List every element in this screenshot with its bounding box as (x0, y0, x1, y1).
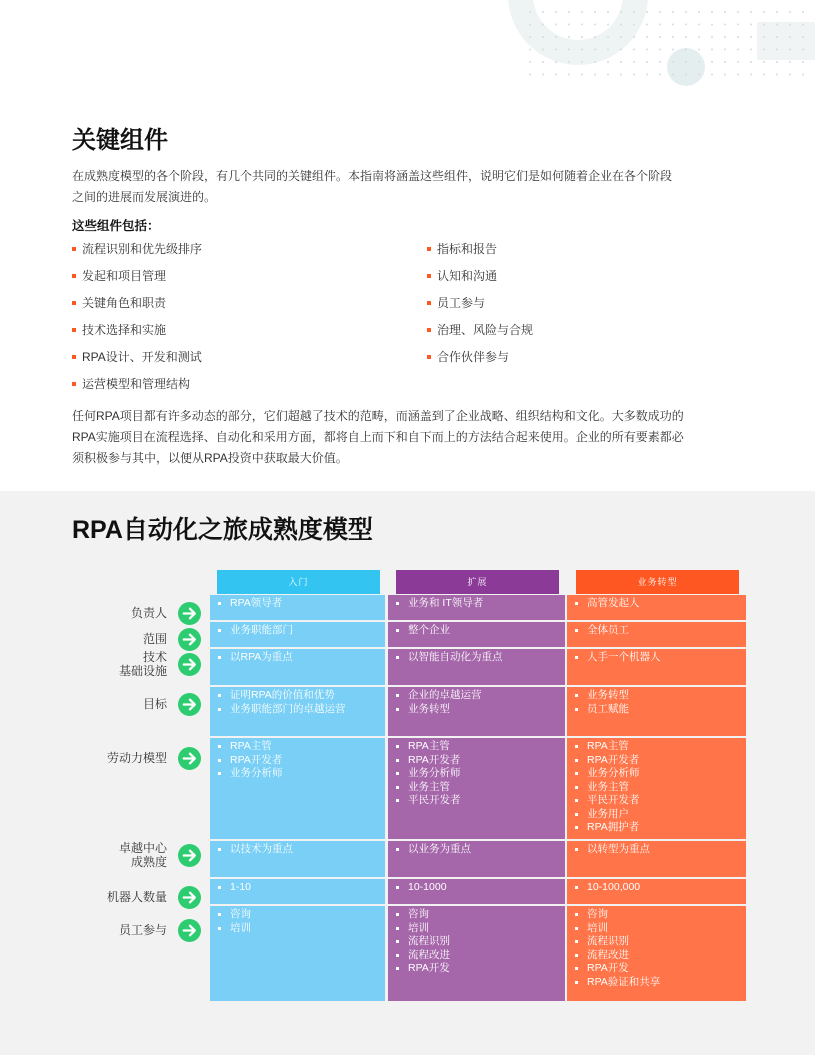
cell-item: 培训 (408, 922, 565, 936)
bullet-icon (427, 274, 431, 278)
component-item (427, 294, 533, 321)
model-cell (388, 622, 565, 647)
cell-item: 咨询 (230, 908, 385, 922)
model-cell (567, 738, 746, 839)
cell-list (230, 740, 385, 781)
cell-item: 业务转型 (408, 703, 565, 717)
model-cell (388, 738, 565, 839)
cell-item: 流程识别 (408, 935, 565, 949)
row-label (143, 632, 167, 646)
bullet-icon (427, 328, 431, 332)
cell-item: RPA开发 (408, 962, 565, 976)
component-item (427, 240, 533, 267)
row-label-line: 基础设施 (118, 664, 167, 678)
cell-item: 咨询 (587, 908, 746, 922)
component-label: 流程识别和优先级排序 (82, 242, 203, 256)
cell-list (408, 908, 565, 976)
cell-list (587, 597, 746, 611)
cell-item: 以技术为重点 (230, 843, 385, 857)
cell-item: 以业务为重点 (408, 843, 565, 857)
model-cell (388, 906, 565, 1001)
model-cell (210, 649, 385, 685)
cell-item: 流程识别 (587, 935, 746, 949)
cell-item: 业务职能部门 (230, 624, 385, 638)
component-item (72, 375, 202, 402)
cell-item: RPA主管 (408, 740, 565, 754)
cell-item: 咨询 (408, 908, 565, 922)
components-heading: 这些组件包括： (72, 219, 160, 233)
cell-item: RPA主管 (587, 740, 746, 754)
row-label-line: 成熟度 (130, 855, 167, 869)
row-label-line: 负责人 (130, 606, 167, 620)
key-components-section (0, 0, 815, 490)
bullet-icon (72, 274, 76, 278)
row-label-line: 劳动力模型 (106, 751, 167, 765)
components-list-right (427, 240, 533, 375)
cell-item: 流程改进 (587, 949, 746, 963)
row-label (107, 751, 167, 765)
cell-item: 培训 (587, 922, 746, 936)
model-cell (388, 687, 565, 736)
cell-item: 全体员工 (587, 624, 746, 638)
component-label: 关键角色和职责 (82, 296, 167, 310)
cell-list (230, 908, 385, 935)
model-title: RPA自动化之旅成熟度模型 (72, 516, 373, 544)
column-header-beginner: 入门 (217, 570, 380, 594)
cell-item: 业务分析师 (230, 767, 385, 781)
component-item (72, 267, 202, 294)
row-label (143, 697, 167, 711)
model-cell (567, 622, 746, 647)
cell-item: 10-100,000 (587, 881, 746, 895)
cell-item: 整个企业 (408, 624, 565, 638)
model-cell (567, 906, 746, 1001)
cell-list (587, 881, 746, 895)
model-cell (210, 622, 385, 647)
component-label: 合作伙伴参与 (437, 350, 510, 364)
cell-item: RPA开发者 (587, 754, 746, 768)
component-label: 技术选择和实施 (82, 323, 167, 337)
cell-item: 员工赋能 (587, 703, 746, 717)
cell-item: RPA开发 (587, 962, 746, 976)
component-label: 员工参与 (437, 296, 486, 310)
component-label: 发起和项目管理 (82, 269, 167, 283)
cell-list (230, 651, 385, 665)
cell-item: RPA领导者 (230, 597, 385, 611)
cell-list (408, 881, 565, 895)
cell-list (230, 843, 385, 857)
cell-item: 高管发起人 (587, 597, 746, 611)
cell-item: 以RPA为重点 (230, 651, 385, 665)
cell-item: 以智能自动化为重点 (408, 651, 565, 665)
row-label (107, 890, 167, 904)
arrow-right-icon (178, 602, 201, 625)
section-title: 关键组件 (72, 127, 168, 154)
cell-list (408, 597, 565, 611)
model-cell (210, 879, 385, 904)
arrow-right-icon (178, 653, 201, 676)
cell-item: RPA开发者 (408, 754, 565, 768)
cell-item: 业务主管 (587, 781, 746, 795)
row-label (119, 650, 167, 678)
arrow-right-icon (178, 628, 201, 651)
component-label: 认知和沟通 (437, 269, 498, 283)
cell-list (408, 689, 565, 716)
row-label-line: 卓越中心 (118, 841, 167, 855)
cell-item: RPA拥护者 (587, 821, 746, 835)
row-label-line: 目标 (142, 697, 167, 711)
bullet-icon (72, 382, 76, 386)
row-label-line: 机器人数量 (106, 890, 167, 904)
bullet-icon (427, 355, 431, 359)
row-label (119, 923, 167, 937)
arrow-right-icon (178, 919, 201, 942)
arrow-right-icon (178, 747, 201, 770)
cell-list (408, 624, 565, 638)
column-header-transformation: 业务转型 (576, 570, 739, 594)
component-item (72, 348, 202, 375)
model-cell (388, 649, 565, 685)
arrow-right-icon (178, 886, 201, 909)
cell-list (230, 624, 385, 638)
cell-item: 业务职能部门的卓越运营 (230, 703, 385, 717)
arrow-right-icon (178, 844, 201, 867)
cell-item: 以转型为重点 (587, 843, 746, 857)
bullet-icon (72, 301, 76, 305)
cell-list (230, 881, 385, 895)
summary-paragraph: 任何RPA项目都有许多动态的部分，它们超越了技术的范畴，而涵盖到了企业战略、组织结构和文化。大多数成功的RPA实施项目在流程选择、自动化和采用方面，都将自上而下和自下而上的方法结合起来使用。企业的所有要素都必须积极参与其中，以便从RPA投资中获取最大价值。 (72, 409, 684, 465)
cell-item: 10-1000 (408, 881, 565, 895)
cell-item: 业务转型 (587, 689, 746, 703)
row-label-line: 范围 (142, 632, 167, 646)
row-label (119, 841, 167, 869)
model-cell (210, 687, 385, 736)
cell-list (230, 689, 385, 716)
bullet-icon (72, 247, 76, 251)
row-label-line: 员工参与 (118, 923, 167, 937)
cell-item: 平民开发者 (587, 794, 746, 808)
component-item (427, 348, 533, 375)
model-cell (567, 649, 746, 685)
cell-list (408, 740, 565, 808)
model-cell (567, 595, 746, 620)
component-item (72, 294, 202, 321)
cell-item: 业务主管 (408, 781, 565, 795)
cell-list (408, 651, 565, 665)
column-header-scaling: 扩展 (396, 570, 559, 594)
component-item (72, 321, 202, 348)
cell-item: RPA主管 (230, 740, 385, 754)
arrow-right-icon (178, 693, 201, 716)
model-cell (388, 595, 565, 620)
cell-list (587, 908, 746, 989)
cell-list (587, 740, 746, 835)
cell-item: 培训 (230, 922, 385, 936)
row-label-line: 技术 (142, 650, 167, 664)
components-list-left (72, 240, 202, 402)
component-label: 治理、风险与合规 (437, 323, 534, 337)
cell-item: 证明RPA的价值和优势 (230, 689, 385, 703)
model-cell (210, 841, 385, 877)
cell-item: 业务分析师 (587, 767, 746, 781)
component-label: 运营模型和管理结构 (82, 377, 191, 391)
cell-list (230, 597, 385, 611)
model-cell (388, 879, 565, 904)
bullet-icon (427, 301, 431, 305)
model-cell (210, 595, 385, 620)
cell-item: 1-10 (230, 881, 385, 895)
model-cell (567, 879, 746, 904)
bullet-icon (72, 328, 76, 332)
component-item (72, 240, 202, 267)
cell-item: RPA开发者 (230, 754, 385, 768)
cell-item: RPA验证和共享 (587, 976, 746, 990)
cell-item: 业务分析师 (408, 767, 565, 781)
cell-item: 业务用户 (587, 808, 746, 822)
cell-list (587, 651, 746, 665)
component-label: 指标和报告 (437, 242, 498, 256)
model-cell (567, 687, 746, 736)
model-cell (567, 841, 746, 877)
bullet-icon (72, 355, 76, 359)
intro-paragraph: 在成熟度模型的各个阶段，有几个共同的关键组件。本指南将涵盖这些组件，说明它们是如何随着企业在各个阶段之间的进展而发展演进的。 (72, 169, 673, 204)
component-item (427, 321, 533, 348)
bullet-icon (427, 247, 431, 251)
cell-item: 平民开发者 (408, 794, 565, 808)
cell-item: 流程改进 (408, 949, 565, 963)
row-label (131, 606, 167, 620)
component-item (427, 267, 533, 294)
model-cell (210, 906, 385, 1001)
component-label: RPA设计、开发和测试 (82, 350, 202, 364)
model-cell (210, 738, 385, 839)
cell-list (587, 624, 746, 638)
cell-item: 业务和 IT领导者 (408, 597, 565, 611)
cell-list (587, 689, 746, 716)
cell-item: 人手一个机器人 (587, 651, 746, 665)
cell-list (587, 843, 746, 857)
cell-item: 企业的卓越运营 (408, 689, 565, 703)
maturity-model-section (0, 491, 815, 1055)
cell-list (408, 843, 565, 857)
model-cell (388, 841, 565, 877)
